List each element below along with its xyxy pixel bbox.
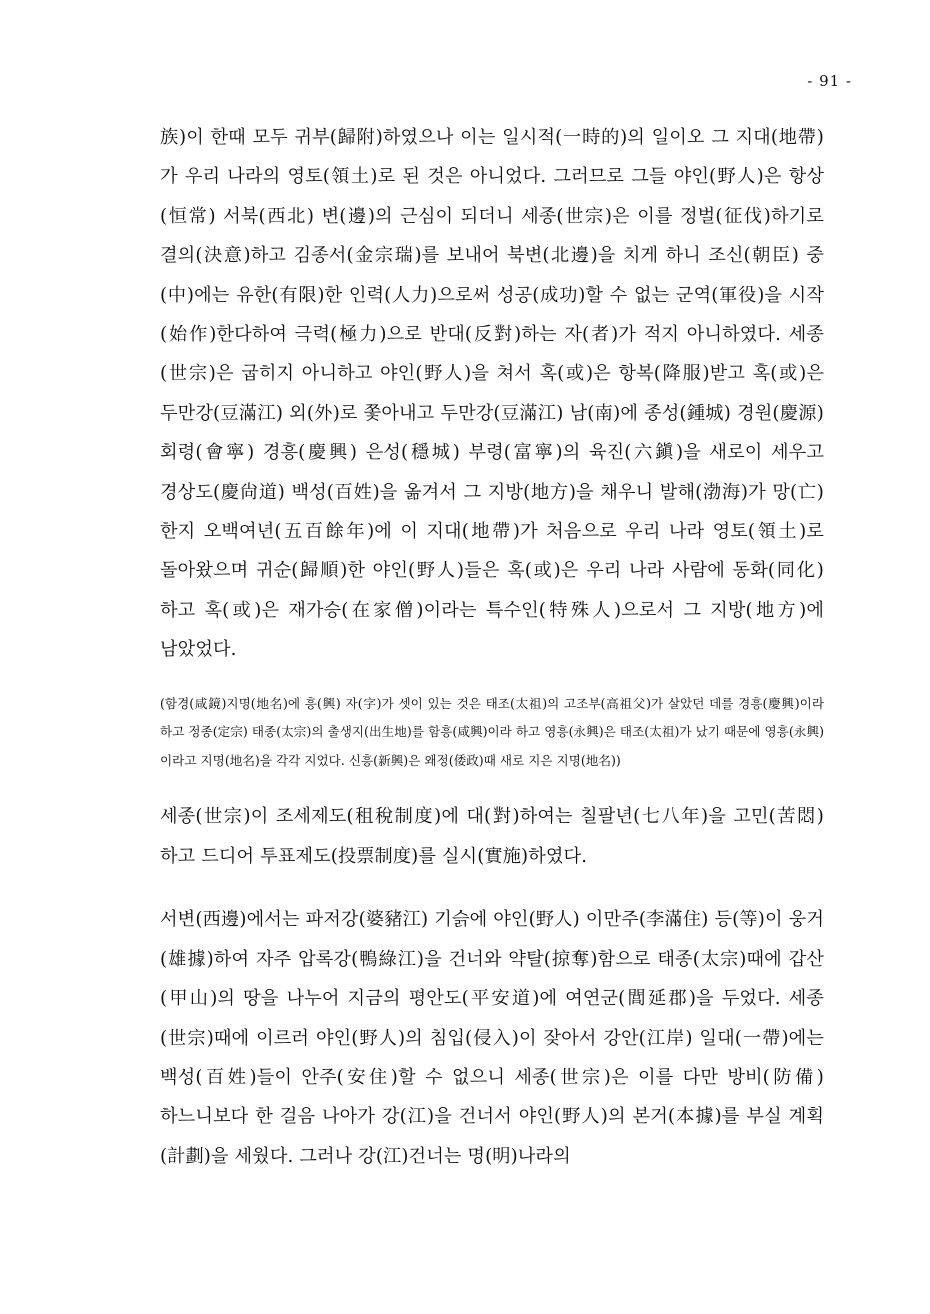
body-paragraph-2: 세종(世宗)이 조세제도(租稅制度)에 대(對)하여는 칠팔년(七八年)을 고민(苦悶)하고 드디어 투표제도(投票制度)를 실시(實施)하였다. (160, 806, 824, 867)
page-number: - 91 - (807, 72, 852, 90)
page-body (160, 118, 824, 1176)
body-paragraph-1: 族)이 한때 모두 귀부(歸附)하였으나 이는 일시적(一時的)의 일이오 그 지대(地帶)가 우리 나라의 영토(領土)로 된 것은 아니었다. 그러므로 그들 야인(野人)은 항상(恒常) 서북(西北) 변(邊)의 근심이 되더니 세종(世宗)은 이를 정벌(征伐)하기로 결의(決意)하고 김종서(金宗瑞)를 보내어 북변(北邊)을 치게 하니 조신(朝臣) 중(中)에는 유한(有限)한 인력(人力)으로써 성공(成功)할 수 없는 군역(軍役)을 시작(始作)한다하여 극력(極力)으로 반대(反對)하는 자(者)가 적지 아니하였다. 세종(世宗)은 굽히지 아니하고 야인(野人)을 쳐서 혹(或)은 항복(降服)받고 혹(或)은 두만강(豆滿江) 외(外)로 쫓아내고 두만강(豆滿江) 남(南)에 종성(鍾城) 경원(慶源) 회령(會寧) 경흥(慶興) 은성(穩城) 부령(富寧)의 육진(六鎭)을 새로이 세우고 경상도(慶尙道) 백성(百姓)을 옮겨서 그 지방(地方)을 채우니 발해(渤海)가 망(亡)한지 오백여년(五百餘年)에 이 지대(地帶)가 처음으로 우리 나라 영토(領土)로 돌아왔으며 귀순(歸順)한 야인(野人)들은 혹(或)은 우리 나라 사람에 동화(同化)하고 혹(或)은 재가승(在家僧)이라는 특수인(特殊人)으로서 그 지방(地方)에 남았었다. (160, 127, 824, 661)
footnote-paragraph: (함경(咸鏡)지명(地名)에 흥(興) 자(字)가 셋이 있는 것은 태조(太祖)의 고조부(高祖父)가 살았던 데를 경흥(慶興)이라 하고 정종(定宗) 태종(太宗)의 출생지(出生地)를 함흥(咸興)이라 하고 영흥(永興)은 태조(太祖)가 났기 때문에 영흥(永興)이라고 지명(地名)을 각각 지었다. 신흥(新興)은 왜정(倭政)때 새로 지은 지명(地名)) (160, 695, 824, 768)
body-paragraph-3: 서변(西邊)에서는 파저강(婆豬江) 기슭에 야인(野人) 이만주(李滿住) 등(等)이 웅거(雄據)하여 자주 압록강(鴨綠江)을 건너와 약탈(掠奪)함으로 태종(太宗)때에 갑산(甲山)의 땅을 나누어 지금의 평안도(平安道)에 여연군(閭延郡)을 두었다. 세종(世宗)때에 이르러 야인(野人)의 침입(侵入)이 잦아서 강안(江岸) 일대(一帶)에는 백성(百姓)들이 안주(安住)할 수 없으니 세종(世宗)은 이를 다만 방비(防備)하느니보다 한 걸음 나아가 강(江)을 건너서 야인(野人)의 본거(本據)를 부실 계획(計劃)을 세웠다. 그러나 강(江)건너는 명(明)나라의 (160, 909, 824, 1167)
